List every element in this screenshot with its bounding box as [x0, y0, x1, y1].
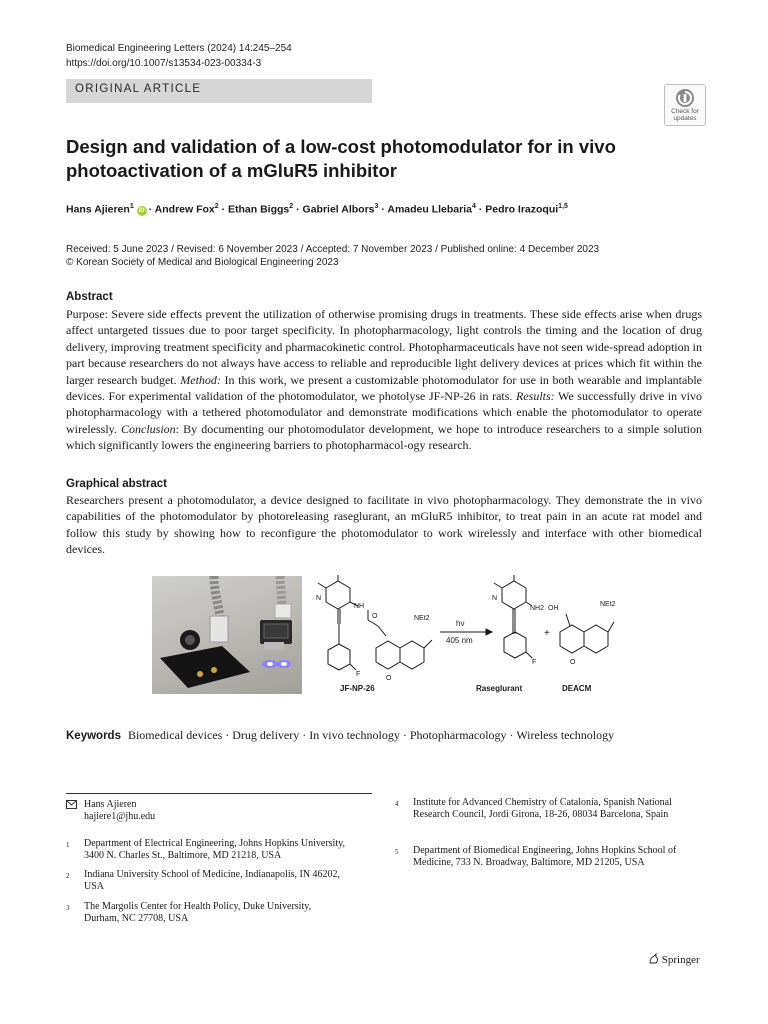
atom-label: O: [570, 659, 576, 666]
atom-label: O: [372, 613, 378, 620]
author-affiliation: 1,5: [558, 203, 568, 210]
copyright-line: © Korean Society of Medical and Biological Engineering 2023: [66, 257, 339, 268]
author-name[interactable]: Hans Ajieren: [66, 203, 130, 216]
atom-label: NH: [354, 603, 365, 610]
author-affiliation: 1: [129, 203, 134, 210]
reaction-scheme: [316, 574, 646, 696]
compound-label: Raseglurant: [476, 684, 523, 693]
article-dates: [66, 243, 599, 269]
publisher-name: Springer: [661, 954, 700, 966]
abstract-purpose: Purpose: Severe side effects prevent the utilization of otherwise promising drugs in treatments. These side effects arise when drugs affect untargeted tissues due to poor target specificity. In photopharmacology, light controls the timing and the location of drug delivery, improving treatment specificity and pharmacokinetic control. Photopharmaceuticals have not seen wide-spread adoption in part because researchers do not always have access to reliable and reproducible light delivery devices at prices which fit within the larger research budget.: [66, 307, 702, 387]
check-updates-line2: updates: [673, 115, 697, 122]
history-dates: Received: 5 June 2023 / Revised: 6 November 2023 / Accepted: 7 November 2023 / Published online: 4 December 2023: [66, 244, 600, 255]
compound-label: DEACM: [562, 684, 592, 693]
affiliation-number: 2: [66, 872, 70, 880]
plus-sign: +: [544, 628, 550, 639]
atom-label: NEt2: [414, 615, 430, 622]
abstract-method-label: Method:: [180, 372, 221, 387]
affiliation: Department of Biomedical Engineering, Johns Hopkins School of Medicine, 733 N. Broadway, Baltimore, MD 21205, USA: [413, 845, 677, 869]
compound-label: JF-NP-26: [340, 684, 375, 693]
atom-label: F: [532, 659, 537, 666]
author-name[interactable]: Andrew Fox: [154, 203, 215, 216]
atom-label: N: [492, 595, 498, 602]
author-affiliation: 3: [374, 203, 379, 210]
journal-header: [66, 41, 292, 71]
atom-label: O: [386, 675, 392, 682]
section-label: ORIGINAL ARTICLE: [75, 83, 202, 95]
keywords-label: Keywords: [66, 730, 121, 742]
reagent-label: hν: [456, 619, 465, 628]
atom-label: F: [356, 671, 361, 678]
affiliation: Department of Electrical Engineering, Johns Hopkins University, 3400 N. Charles St., Baltimore, MD 21218, USA: [84, 838, 345, 862]
corresponding-name: Hans Ajieren: [84, 799, 137, 810]
affiliation: Indiana University School of Medicine, Indianapolis, IN 46202, USA: [84, 869, 341, 893]
graphical-abstract-text: Researchers present a photomodulator, a device designed to facilitate in vivo photopharmacology. They demonstrate the in vivo capabilities of the photomodulator by photoreleasing raseglurant, an mGluR5 inhibitor, to treat pain in an acute rat model and follow this study by showing how to reconfigure the photomodulator to work wirelessly and interface with other biomedical devices.: [66, 493, 702, 557]
journal-citation: Biomedical Engineering Letters (2024) 14:245–254: [66, 43, 292, 54]
author-affiliation: 4: [471, 203, 476, 210]
device-photo: [152, 576, 302, 694]
check-for-updates-badge[interactable]: [664, 84, 706, 126]
keywords: [66, 728, 614, 743]
atom-label: N: [316, 595, 322, 602]
abstract-method: In this work, we present a customizable photomodulator for use in both wearable and implantable devices. For experimental validation of the photomodulator, we photolyse JF-NP-26 in rats.: [66, 372, 703, 404]
affiliation: Institute for Advanced Chemistry of Catalonia, Spanish National Research Council, Jordi Girona, 18-26, 08034 Barcelona, Spain: [413, 797, 672, 821]
abstract-heading: Abstract: [66, 291, 113, 303]
wavelength-label: 405 nm: [446, 636, 473, 645]
author-name[interactable]: Amadeu Llebaria: [387, 203, 472, 216]
affiliation-number: 4: [395, 800, 399, 808]
abstract-results: We successfully drive in vivo photopharmacology with a tethered photomodulator and demonstrate modifications which enable the photomodulator to operate wirelessly.: [66, 389, 702, 436]
article-title: Design and validation of a low-cost photomodulator for in vivo photoactivation of a mGluR5 inhibitor: [66, 136, 616, 181]
author-name[interactable]: Ethan Biggs: [228, 203, 290, 216]
affiliation-number: 3: [66, 904, 70, 912]
corresponding-email[interactable]: hajiere1@jhu.edu: [84, 811, 156, 823]
abstract-results-label: Results:: [516, 389, 555, 404]
affiliation-number: 5: [395, 848, 399, 856]
section-banner: [66, 79, 372, 103]
envelope-icon: [66, 800, 77, 813]
author-affiliation: 2: [289, 203, 294, 210]
author-name[interactable]: Pedro Irazoqui: [485, 203, 559, 216]
affiliation: The Margolis Center for Health Policy, Duke University, Durham, NC 27708, USA: [84, 901, 312, 925]
atom-label: NH2: [530, 605, 545, 612]
footnote-divider: [66, 793, 372, 794]
atom-label: OH: [548, 605, 559, 612]
springer-horse-icon: [648, 953, 659, 964]
doi-link[interactable]: https://doi.org/10.1007/s13534-023-00334-3: [66, 58, 262, 69]
check-updates-icon: [675, 88, 695, 108]
author-name[interactable]: Gabriel Albors: [302, 203, 375, 216]
graphical-abstract-heading: Graphical abstract: [66, 478, 167, 490]
corresponding-author: [84, 799, 155, 824]
abstract-text: [66, 306, 702, 454]
author-list: Hans Ajieren$^1$ iD · Andrew Fox$^2$ · Ethan Biggs$^2$ · Gabriel Albors$^3$ · Amadeu Llebaria$^4$ · Pedro Irazoqui$^{1,5}$: [66, 203, 568, 216]
author-affiliation: 2: [214, 203, 219, 210]
affiliation-number: 1: [66, 841, 70, 849]
abstract-conclusion-label: Conclusion: [120, 421, 176, 436]
abstract-conclusion: : By documenting our photomodulator development, we hope to introduce researchers to a simple solution which significantly lowers the engineering barriers to photopharmacol-ogy research.: [66, 421, 702, 453]
atom-label: NEt2: [600, 601, 616, 608]
check-updates-line1: Check for: [671, 108, 699, 115]
publisher-mark: [648, 953, 700, 966]
keywords-list: Biomedical devices · Drug delivery · In vivo technology · Photopharmacology · Wireless technology: [127, 728, 615, 742]
orcid-icon[interactable]: iD: [138, 207, 145, 214]
